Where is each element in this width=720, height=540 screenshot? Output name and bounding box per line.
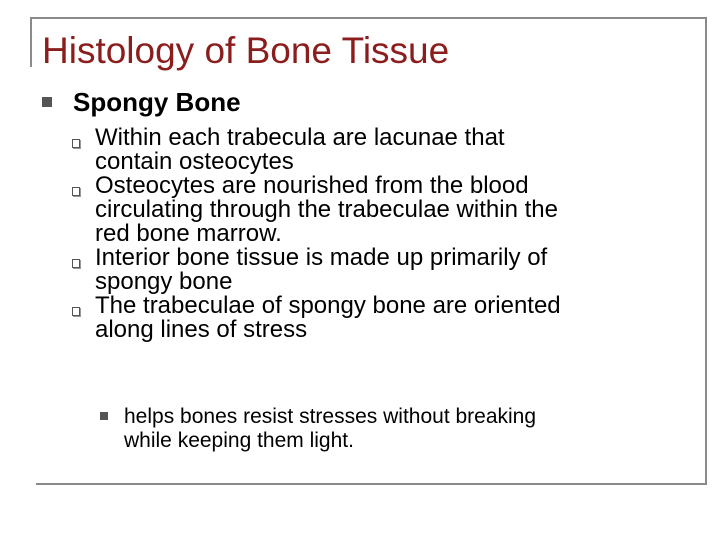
frame-left-rule	[30, 17, 32, 67]
hollow-square-bullet-icon	[72, 259, 80, 268]
point-line: Within each trabecula are lacunae that	[95, 124, 505, 151]
heading-item	[42, 86, 241, 118]
point-item-1	[72, 126, 692, 174]
point-text	[95, 174, 685, 246]
point-text	[95, 126, 685, 174]
subpoint-line: helps bones resist stresses without breaking	[124, 405, 537, 428]
point-line: along lines of stress	[95, 316, 308, 343]
point-line: red bone marrow.	[95, 220, 282, 247]
point-item-4	[72, 294, 692, 342]
heading-text: Spongy Bone	[73, 87, 241, 117]
point-line: spongy bone	[95, 268, 233, 295]
frame-right-rule	[705, 17, 707, 485]
point-text	[95, 294, 685, 342]
point-line: circulating through the trabeculae within the	[95, 196, 558, 223]
square-bullet-icon	[42, 97, 52, 107]
subpoint-text	[124, 405, 536, 453]
point-item-2	[72, 174, 692, 246]
point-line: The trabeculae of spongy bone are oriented	[95, 292, 561, 319]
point-item-3	[72, 246, 692, 294]
point-text	[95, 246, 685, 294]
subpoint-item	[100, 405, 536, 453]
hollow-square-bullet-icon	[72, 139, 80, 148]
frame-bottom-rule	[36, 483, 707, 485]
slide-title: Histology of Bone Tissue	[42, 30, 450, 71]
hollow-square-bullet-icon	[72, 187, 80, 196]
point-line: Interior bone tissue is made up primarily of	[95, 244, 548, 271]
point-line: contain osteocytes	[95, 148, 294, 175]
subpoint-line: while keeping them light.	[124, 429, 354, 452]
point-line: Osteocytes are nourished from the blood	[95, 172, 529, 199]
square-bullet-icon	[100, 412, 108, 420]
frame-top-rule	[30, 17, 707, 19]
hollow-square-bullet-icon	[72, 307, 80, 316]
point-list	[72, 126, 692, 342]
